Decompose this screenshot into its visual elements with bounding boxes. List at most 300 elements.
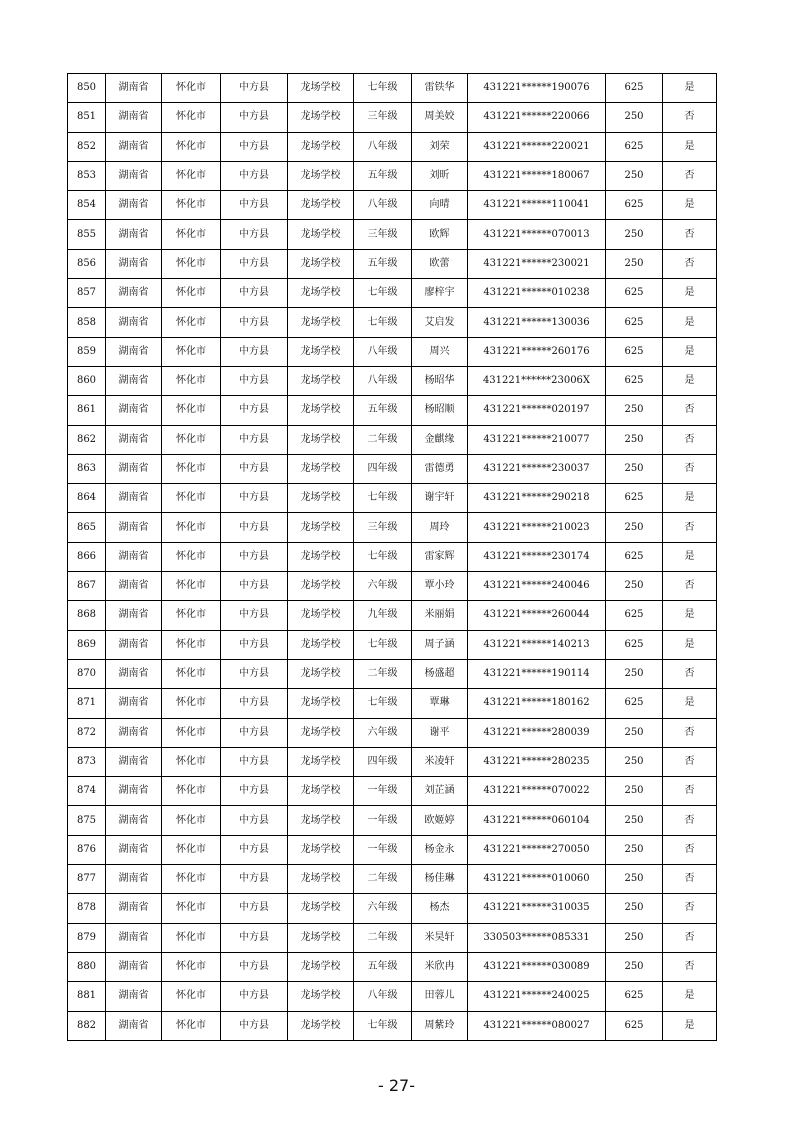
row-index-cell: 852: [68, 132, 106, 161]
row-index-cell: 874: [68, 777, 106, 806]
school-cell: 龙场学校: [288, 308, 354, 337]
amount-cell: 250: [606, 425, 663, 454]
grade-cell: 八年级: [354, 337, 412, 366]
row-index-cell: 851: [68, 103, 106, 132]
province-cell: 湖南省: [106, 894, 162, 923]
school-cell: 龙场学校: [288, 542, 354, 571]
province-cell: 湖南省: [106, 103, 162, 132]
row-index-cell: 865: [68, 513, 106, 542]
student-name-cell: 雷德勇: [412, 454, 468, 483]
id-number-cell: 431221******260044: [468, 601, 606, 630]
table-row: [68, 894, 717, 923]
table-row: [68, 454, 717, 483]
school-cell: 龙场学校: [288, 484, 354, 513]
id-number-cell: 431221******010238: [468, 279, 606, 308]
row-index-cell: 864: [68, 484, 106, 513]
school-cell: 龙场学校: [288, 718, 354, 747]
table-row: [68, 1011, 717, 1040]
student-name-cell: 米凌轩: [412, 747, 468, 776]
county-cell: 中方县: [221, 425, 288, 454]
flag-cell: 是: [663, 74, 717, 103]
province-cell: 湖南省: [106, 982, 162, 1011]
student-name-cell: 周美姣: [412, 103, 468, 132]
id-number-cell: 330503******085331: [468, 923, 606, 952]
flag-cell: 是: [663, 982, 717, 1011]
grade-cell: 五年级: [354, 249, 412, 278]
school-cell: 龙场学校: [288, 982, 354, 1011]
flag-cell: 是: [663, 484, 717, 513]
city-cell: 怀化市: [162, 747, 221, 776]
flag-cell: 否: [663, 249, 717, 278]
amount-cell: 250: [606, 777, 663, 806]
grade-cell: 三年级: [354, 103, 412, 132]
flag-cell: 否: [663, 396, 717, 425]
row-index-cell: 875: [68, 806, 106, 835]
table-row: [68, 689, 717, 718]
province-cell: 湖南省: [106, 513, 162, 542]
city-cell: 怀化市: [162, 806, 221, 835]
amount-cell: 250: [606, 396, 663, 425]
table-row: [68, 513, 717, 542]
county-cell: 中方县: [221, 249, 288, 278]
id-number-cell: 431221******190076: [468, 74, 606, 103]
table-row: [68, 835, 717, 864]
county-cell: 中方县: [221, 747, 288, 776]
id-number-cell: 431221******230021: [468, 249, 606, 278]
id-number-cell: 431221******070013: [468, 220, 606, 249]
student-name-cell: 廖梓宇: [412, 279, 468, 308]
city-cell: 怀化市: [162, 659, 221, 688]
school-cell: 龙场学校: [288, 191, 354, 220]
id-number-cell: 431221******060104: [468, 806, 606, 835]
table-row: [68, 630, 717, 659]
flag-cell: 否: [663, 865, 717, 894]
id-number-cell: 431221******110041: [468, 191, 606, 220]
table-row: [68, 366, 717, 395]
county-cell: 中方县: [221, 601, 288, 630]
grade-cell: 二年级: [354, 425, 412, 454]
grade-cell: 八年级: [354, 132, 412, 161]
table-row: [68, 484, 717, 513]
county-cell: 中方县: [221, 952, 288, 981]
city-cell: 怀化市: [162, 1011, 221, 1040]
flag-cell: 是: [663, 279, 717, 308]
grade-cell: 九年级: [354, 601, 412, 630]
student-name-cell: 周紫玲: [412, 1011, 468, 1040]
school-cell: 龙场学校: [288, 689, 354, 718]
city-cell: 怀化市: [162, 630, 221, 659]
student-name-cell: 雷家辉: [412, 542, 468, 571]
flag-cell: 否: [663, 659, 717, 688]
school-cell: 龙场学校: [288, 952, 354, 981]
flag-cell: 否: [663, 894, 717, 923]
table-row: [68, 425, 717, 454]
flag-cell: 是: [663, 191, 717, 220]
province-cell: 湖南省: [106, 425, 162, 454]
row-index-cell: 868: [68, 601, 106, 630]
student-name-cell: 米丽娟: [412, 601, 468, 630]
flag-cell: 否: [663, 718, 717, 747]
amount-cell: 250: [606, 659, 663, 688]
id-number-cell: 431221******070022: [468, 777, 606, 806]
table-row: [68, 572, 717, 601]
page-number: - 27-: [378, 1076, 415, 1095]
flag-cell: 否: [663, 835, 717, 864]
city-cell: 怀化市: [162, 337, 221, 366]
table-row: [68, 952, 717, 981]
city-cell: 怀化市: [162, 249, 221, 278]
amount-cell: 625: [606, 308, 663, 337]
table-row: [68, 249, 717, 278]
province-cell: 湖南省: [106, 396, 162, 425]
city-cell: 怀化市: [162, 191, 221, 220]
flag-cell: 否: [663, 103, 717, 132]
amount-cell: 250: [606, 806, 663, 835]
id-number-cell: 431221******180067: [468, 161, 606, 190]
county-cell: 中方县: [221, 835, 288, 864]
row-index-cell: 879: [68, 923, 106, 952]
city-cell: 怀化市: [162, 601, 221, 630]
amount-cell: 250: [606, 923, 663, 952]
city-cell: 怀化市: [162, 542, 221, 571]
id-number-cell: 431221******230037: [468, 454, 606, 483]
flag-cell: 是: [663, 1011, 717, 1040]
grade-cell: 四年级: [354, 454, 412, 483]
city-cell: 怀化市: [162, 894, 221, 923]
table-row: [68, 220, 717, 249]
student-name-cell: 欧辉: [412, 220, 468, 249]
county-cell: 中方县: [221, 718, 288, 747]
flag-cell: 否: [663, 923, 717, 952]
student-name-cell: 向晴: [412, 191, 468, 220]
flag-cell: 是: [663, 337, 717, 366]
county-cell: 中方县: [221, 220, 288, 249]
id-number-cell: 431221******010060: [468, 865, 606, 894]
id-number-cell: 431221******240046: [468, 572, 606, 601]
student-name-cell: 刘芷涵: [412, 777, 468, 806]
school-cell: 龙场学校: [288, 572, 354, 601]
county-cell: 中方县: [221, 542, 288, 571]
id-number-cell: 431221******210023: [468, 513, 606, 542]
grade-cell: 二年级: [354, 865, 412, 894]
amount-cell: 250: [606, 249, 663, 278]
grade-cell: 八年级: [354, 366, 412, 395]
row-index-cell: 863: [68, 454, 106, 483]
grade-cell: 七年级: [354, 484, 412, 513]
province-cell: 湖南省: [106, 777, 162, 806]
row-index-cell: 870: [68, 659, 106, 688]
table-row: [68, 161, 717, 190]
id-number-cell: 431221******23006X: [468, 366, 606, 395]
school-cell: 龙场学校: [288, 220, 354, 249]
grade-cell: 七年级: [354, 689, 412, 718]
row-index-cell: 869: [68, 630, 106, 659]
province-cell: 湖南省: [106, 689, 162, 718]
amount-cell: 250: [606, 718, 663, 747]
grade-cell: 七年级: [354, 1011, 412, 1040]
table-row: [68, 659, 717, 688]
county-cell: 中方县: [221, 74, 288, 103]
province-cell: 湖南省: [106, 952, 162, 981]
school-cell: 龙场学校: [288, 513, 354, 542]
county-cell: 中方县: [221, 806, 288, 835]
table-row: [68, 74, 717, 103]
id-number-cell: 431221******280039: [468, 718, 606, 747]
table-row: [68, 542, 717, 571]
row-index-cell: 858: [68, 308, 106, 337]
flag-cell: 否: [663, 513, 717, 542]
city-cell: 怀化市: [162, 279, 221, 308]
grade-cell: 一年级: [354, 806, 412, 835]
city-cell: 怀化市: [162, 777, 221, 806]
table-row: [68, 132, 717, 161]
table-row: [68, 191, 717, 220]
school-cell: 龙场学校: [288, 806, 354, 835]
id-number-cell: 431221******220021: [468, 132, 606, 161]
amount-cell: 625: [606, 689, 663, 718]
city-cell: 怀化市: [162, 74, 221, 103]
flag-cell: 是: [663, 366, 717, 395]
amount-cell: 625: [606, 982, 663, 1011]
id-number-cell: 431221******020197: [468, 396, 606, 425]
student-name-cell: 杨佳琳: [412, 865, 468, 894]
student-table: [67, 73, 717, 1041]
province-cell: 湖南省: [106, 454, 162, 483]
school-cell: 龙场学校: [288, 777, 354, 806]
table-row: [68, 747, 717, 776]
flag-cell: 是: [663, 132, 717, 161]
school-cell: 龙场学校: [288, 601, 354, 630]
province-cell: 湖南省: [106, 132, 162, 161]
flag-cell: 否: [663, 425, 717, 454]
row-index-cell: 853: [68, 161, 106, 190]
city-cell: 怀化市: [162, 835, 221, 864]
city-cell: 怀化市: [162, 718, 221, 747]
province-cell: 湖南省: [106, 806, 162, 835]
county-cell: 中方县: [221, 454, 288, 483]
school-cell: 龙场学校: [288, 396, 354, 425]
table-row: [68, 396, 717, 425]
province-cell: 湖南省: [106, 542, 162, 571]
student-name-cell: 杨盛超: [412, 659, 468, 688]
city-cell: 怀化市: [162, 308, 221, 337]
id-number-cell: 431221******210077: [468, 425, 606, 454]
row-index-cell: 880: [68, 952, 106, 981]
flag-cell: 是: [663, 630, 717, 659]
school-cell: 龙场学校: [288, 337, 354, 366]
grade-cell: 二年级: [354, 659, 412, 688]
table-row: [68, 718, 717, 747]
school-cell: 龙场学校: [288, 659, 354, 688]
school-cell: 龙场学校: [288, 249, 354, 278]
row-index-cell: 871: [68, 689, 106, 718]
city-cell: 怀化市: [162, 425, 221, 454]
grade-cell: 一年级: [354, 777, 412, 806]
province-cell: 湖南省: [106, 161, 162, 190]
amount-cell: 625: [606, 542, 663, 571]
amount-cell: 625: [606, 132, 663, 161]
student-name-cell: 杨昭顺: [412, 396, 468, 425]
grade-cell: 二年级: [354, 923, 412, 952]
city-cell: 怀化市: [162, 952, 221, 981]
amount-cell: 625: [606, 601, 663, 630]
row-index-cell: 859: [68, 337, 106, 366]
student-name-cell: 杨杰: [412, 894, 468, 923]
county-cell: 中方县: [221, 279, 288, 308]
grade-cell: 六年级: [354, 894, 412, 923]
school-cell: 龙场学校: [288, 454, 354, 483]
student-name-cell: 米昊轩: [412, 923, 468, 952]
grade-cell: 四年级: [354, 747, 412, 776]
province-cell: 湖南省: [106, 1011, 162, 1040]
province-cell: 湖南省: [106, 601, 162, 630]
student-name-cell: 雷铁华: [412, 74, 468, 103]
county-cell: 中方县: [221, 572, 288, 601]
flag-cell: 否: [663, 806, 717, 835]
grade-cell: 五年级: [354, 952, 412, 981]
city-cell: 怀化市: [162, 366, 221, 395]
school-cell: 龙场学校: [288, 630, 354, 659]
county-cell: 中方县: [221, 865, 288, 894]
table-row: [68, 337, 717, 366]
amount-cell: 250: [606, 161, 663, 190]
province-cell: 湖南省: [106, 718, 162, 747]
id-number-cell: 431221******190114: [468, 659, 606, 688]
city-cell: 怀化市: [162, 103, 221, 132]
grade-cell: 八年级: [354, 191, 412, 220]
student-name-cell: 艾启发: [412, 308, 468, 337]
province-cell: 湖南省: [106, 484, 162, 513]
row-index-cell: 872: [68, 718, 106, 747]
student-name-cell: 刘昕: [412, 161, 468, 190]
id-number-cell: 431221******030089: [468, 952, 606, 981]
flag-cell: 否: [663, 747, 717, 776]
county-cell: 中方县: [221, 132, 288, 161]
city-cell: 怀化市: [162, 396, 221, 425]
grade-cell: 六年级: [354, 718, 412, 747]
grade-cell: 七年级: [354, 74, 412, 103]
row-index-cell: 867: [68, 572, 106, 601]
id-number-cell: 431221******230174: [468, 542, 606, 571]
amount-cell: 250: [606, 952, 663, 981]
row-index-cell: 876: [68, 835, 106, 864]
row-index-cell: 857: [68, 279, 106, 308]
school-cell: 龙场学校: [288, 1011, 354, 1040]
county-cell: 中方县: [221, 982, 288, 1011]
school-cell: 龙场学校: [288, 865, 354, 894]
row-index-cell: 862: [68, 425, 106, 454]
row-index-cell: 882: [68, 1011, 106, 1040]
row-index-cell: 861: [68, 396, 106, 425]
province-cell: 湖南省: [106, 572, 162, 601]
city-cell: 怀化市: [162, 572, 221, 601]
row-index-cell: 877: [68, 865, 106, 894]
province-cell: 湖南省: [106, 835, 162, 864]
student-name-cell: 周子涵: [412, 630, 468, 659]
amount-cell: 625: [606, 279, 663, 308]
school-cell: 龙场学校: [288, 366, 354, 395]
table-row: [68, 308, 717, 337]
county-cell: 中方县: [221, 894, 288, 923]
amount-cell: 625: [606, 630, 663, 659]
province-cell: 湖南省: [106, 220, 162, 249]
student-name-cell: 欧姬婷: [412, 806, 468, 835]
flag-cell: 否: [663, 454, 717, 483]
county-cell: 中方县: [221, 308, 288, 337]
amount-cell: 625: [606, 484, 663, 513]
city-cell: 怀化市: [162, 513, 221, 542]
student-name-cell: 周兴: [412, 337, 468, 366]
table-row: [68, 865, 717, 894]
id-number-cell: 431221******080027: [468, 1011, 606, 1040]
county-cell: 中方县: [221, 659, 288, 688]
id-number-cell: 431221******280235: [468, 747, 606, 776]
grade-cell: 三年级: [354, 220, 412, 249]
school-cell: 龙场学校: [288, 132, 354, 161]
province-cell: 湖南省: [106, 747, 162, 776]
school-cell: 龙场学校: [288, 279, 354, 308]
id-number-cell: 431221******260176: [468, 337, 606, 366]
flag-cell: 否: [663, 161, 717, 190]
county-cell: 中方县: [221, 396, 288, 425]
county-cell: 中方县: [221, 366, 288, 395]
city-cell: 怀化市: [162, 865, 221, 894]
id-number-cell: 431221******140213: [468, 630, 606, 659]
school-cell: 龙场学校: [288, 923, 354, 952]
id-number-cell: 431221******310035: [468, 894, 606, 923]
row-index-cell: 855: [68, 220, 106, 249]
city-cell: 怀化市: [162, 689, 221, 718]
school-cell: 龙场学校: [288, 425, 354, 454]
id-number-cell: 431221******270050: [468, 835, 606, 864]
county-cell: 中方县: [221, 689, 288, 718]
grade-cell: 八年级: [354, 982, 412, 1011]
flag-cell: 是: [663, 308, 717, 337]
county-cell: 中方县: [221, 923, 288, 952]
province-cell: 湖南省: [106, 308, 162, 337]
grade-cell: 七年级: [354, 308, 412, 337]
school-cell: 龙场学校: [288, 103, 354, 132]
grade-cell: 七年级: [354, 542, 412, 571]
student-name-cell: 覃小玲: [412, 572, 468, 601]
amount-cell: 625: [606, 1011, 663, 1040]
county-cell: 中方县: [221, 191, 288, 220]
amount-cell: 250: [606, 865, 663, 894]
amount-cell: 625: [606, 74, 663, 103]
student-name-cell: 刘荣: [412, 132, 468, 161]
grade-cell: 五年级: [354, 396, 412, 425]
table-row: [68, 279, 717, 308]
table-row: [68, 982, 717, 1011]
school-cell: 龙场学校: [288, 747, 354, 776]
student-name-cell: 杨金永: [412, 835, 468, 864]
province-cell: 湖南省: [106, 659, 162, 688]
county-cell: 中方县: [221, 777, 288, 806]
city-cell: 怀化市: [162, 220, 221, 249]
county-cell: 中方县: [221, 161, 288, 190]
flag-cell: 否: [663, 952, 717, 981]
table-row: [68, 777, 717, 806]
amount-cell: 625: [606, 191, 663, 220]
flag-cell: 是: [663, 542, 717, 571]
province-cell: 湖南省: [106, 74, 162, 103]
city-cell: 怀化市: [162, 161, 221, 190]
flag-cell: 是: [663, 601, 717, 630]
city-cell: 怀化市: [162, 923, 221, 952]
amount-cell: 250: [606, 103, 663, 132]
row-index-cell: 878: [68, 894, 106, 923]
grade-cell: 六年级: [354, 572, 412, 601]
